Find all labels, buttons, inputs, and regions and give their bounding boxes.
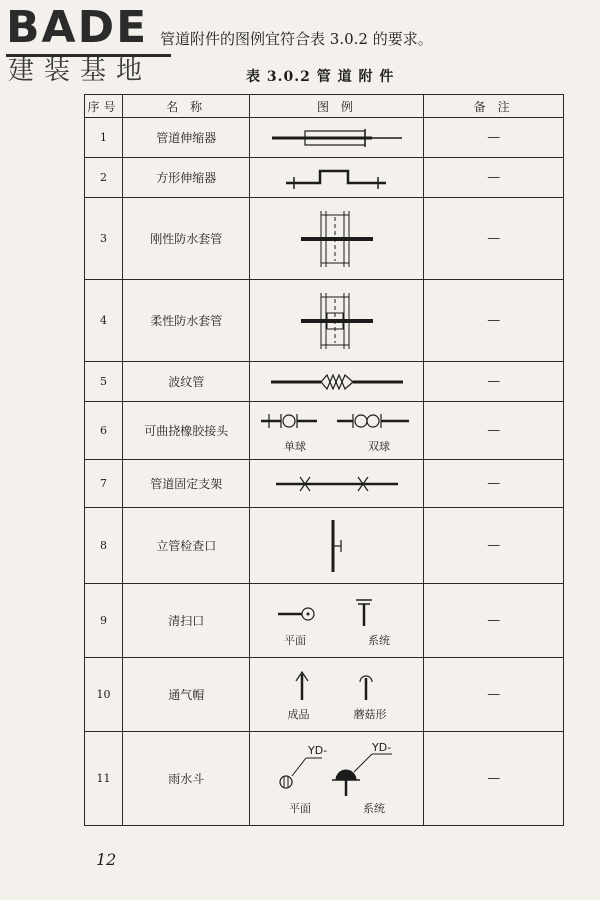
row-name: 可曲挠橡胶接头: [122, 402, 250, 460]
row-note: —: [424, 732, 564, 826]
row-name: 波纹管: [122, 362, 250, 402]
pipe-fittings-table: [84, 94, 564, 826]
row-note: —: [424, 402, 564, 460]
row-number: 8: [85, 508, 123, 584]
table-row: [85, 584, 564, 658]
flexible-waterproof-sleeve-symbol: [297, 289, 377, 353]
header-no: 序号: [85, 95, 123, 118]
legend-cell: [250, 118, 424, 158]
legend-cell: [250, 460, 424, 508]
label-system: 系统: [367, 633, 390, 647]
logo-subtitle: 建装基地: [8, 56, 153, 86]
label-finished: 成品: [287, 707, 310, 721]
table-row: [85, 158, 564, 198]
row-name: 清扫口: [122, 584, 250, 658]
label-double-ball: 双球: [367, 439, 390, 453]
row-note: —: [424, 118, 564, 158]
square-expansion-joint-symbol: [282, 165, 392, 191]
table-row: [85, 508, 564, 584]
table-row: [85, 658, 564, 732]
table-row: [85, 280, 564, 362]
rain-drain-symbol: [262, 742, 412, 798]
legend-cell: [250, 732, 424, 826]
row-number: 3: [85, 198, 123, 280]
label-system: 系统: [362, 801, 385, 815]
legend-cell: [250, 158, 424, 198]
row-note: —: [424, 198, 564, 280]
label-mushroom: 蘑菇形: [353, 707, 387, 721]
vent-cap-symbol: [272, 668, 402, 702]
row-number: 6: [85, 402, 123, 460]
table-row: [85, 118, 564, 158]
row-note: —: [424, 280, 564, 362]
row-number: 5: [85, 362, 123, 402]
logo-word: BADE: [6, 2, 149, 53]
pipe-expansion-joint-symbol: [267, 126, 407, 150]
row-number: 11: [85, 732, 123, 826]
page-number: 12: [96, 850, 117, 869]
rain-drain-plan-tag: YD-: [307, 743, 328, 757]
bellows-pipe-symbol: [267, 371, 407, 393]
row-number: 1: [85, 118, 123, 158]
header-legend: 图 例: [250, 95, 424, 118]
legend-cell: [250, 402, 424, 460]
row-name: 雨水斗: [122, 732, 250, 826]
table-caption: 表 3.0.2 管 道 附 件: [246, 69, 395, 85]
table-row: [85, 402, 564, 460]
table-row: [85, 198, 564, 280]
bade-logo: [6, 2, 176, 90]
legend-cell: [250, 198, 424, 280]
row-note: —: [424, 362, 564, 402]
table-row: [85, 732, 564, 826]
row-name: 柔性防水套管: [122, 280, 250, 362]
table-header-row: [85, 95, 564, 118]
row-name: 立管检查口: [122, 508, 250, 584]
table-row: [85, 362, 564, 402]
row-number: 10: [85, 658, 123, 732]
cleanout-symbol: [272, 594, 402, 628]
rigid-waterproof-sleeve-symbol: [297, 207, 377, 271]
row-note: —: [424, 584, 564, 658]
row-name: 方形伸缩器: [122, 158, 250, 198]
legend-cell: [250, 584, 424, 658]
legend-cell: [250, 658, 424, 732]
label-plan: 平面: [283, 633, 306, 647]
header-note: 备 注: [424, 95, 564, 118]
legend-cell: [250, 362, 424, 402]
legend-cell: [250, 280, 424, 362]
row-note: —: [424, 508, 564, 584]
row-number: 4: [85, 280, 123, 362]
legend-cell: [250, 508, 424, 584]
fixed-pipe-support-symbol: [272, 473, 402, 495]
label-single-ball: 单球: [283, 439, 306, 453]
header-name: 名 称: [122, 95, 250, 118]
row-name: 管道伸缩器: [122, 118, 250, 158]
flexible-rubber-joint-symbol: [257, 408, 417, 434]
row-name: 刚性防水套管: [122, 198, 250, 280]
row-name: 通气帽: [122, 658, 250, 732]
row-note: —: [424, 158, 564, 198]
row-note: —: [424, 658, 564, 732]
rain-drain-system-tag: YD-: [371, 741, 392, 754]
row-note: —: [424, 460, 564, 508]
label-plan: 平面: [288, 801, 311, 815]
row-number: 7: [85, 460, 123, 508]
row-number: 2: [85, 158, 123, 198]
row-name: 管道固定支架: [122, 460, 250, 508]
riser-inspection-port-symbol: [317, 516, 357, 576]
table-row: [85, 460, 564, 508]
row-number: 9: [85, 584, 123, 658]
intro-text: 管道附件的图例宜符合表 3.0.2 的要求。: [160, 30, 433, 48]
